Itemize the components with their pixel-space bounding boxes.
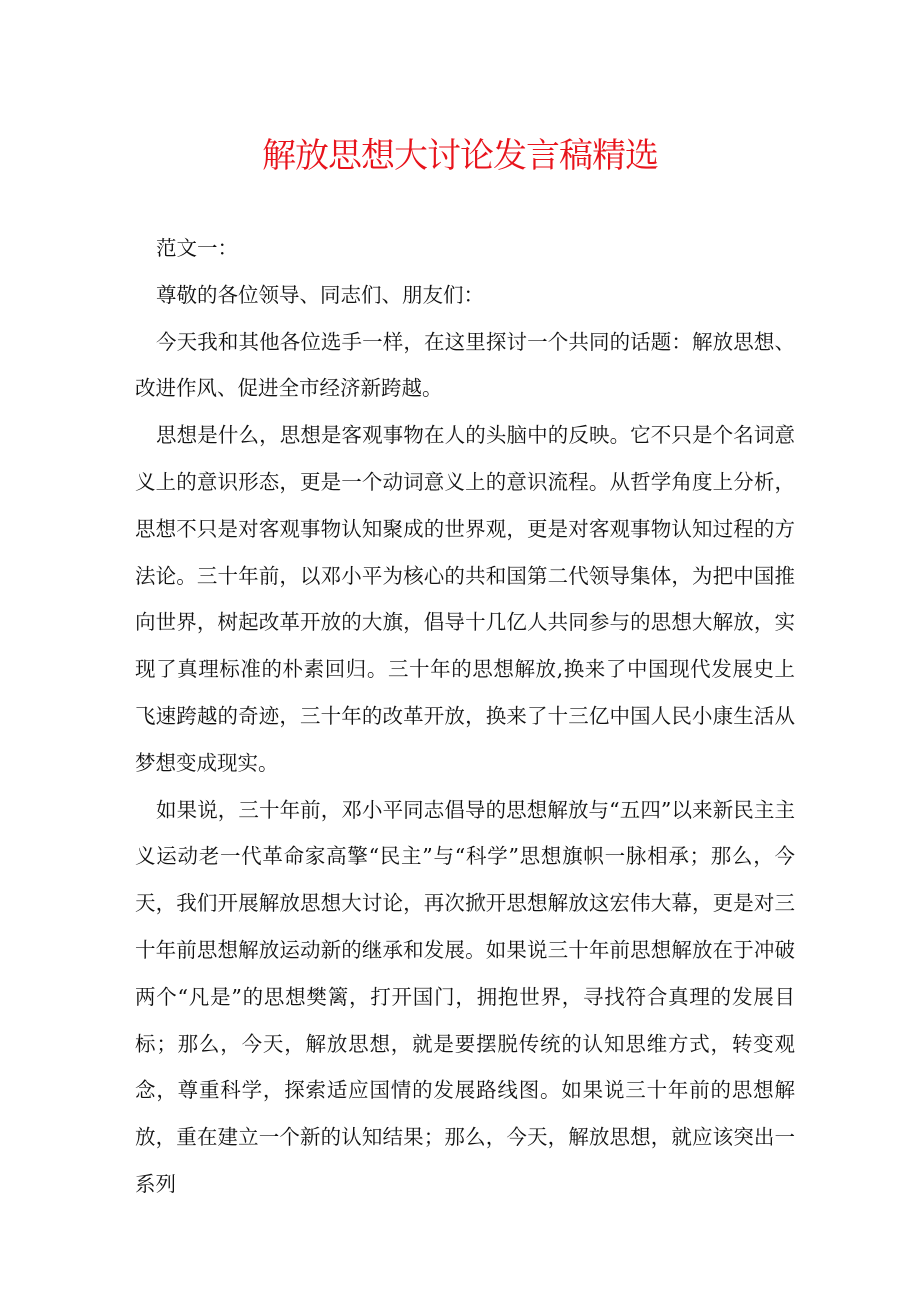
paragraph: 今天我和其他各位选手一样，在这里探讨一个共同的话题：解放思想、改进作风、促进全市经济新跨越。 <box>135 329 795 401</box>
paragraph-salutation: 尊敬的各位领导、同志们、朋友们： <box>156 282 484 307</box>
paragraph: 如果说，三十年前，邓小平同志倡导的思想解放与“五四”以来新民主主义运动老一代革命家高擎“民主”与“科学”思想旗帜一脉相承；那么，今天，我们开展解放思想大讨论，再次掀开思想解放这宏伟大幕，更是对三十年前思想解放运动新的继承和发展。如果说三十年前思想解放在于冲破两个“凡是”的思想樊篱，打开国门，拥抱世界，寻找符合真理的发展目标；那么，今天，解放思想，就是要摆脱传统的认知思维方式，转变观念，尊重科学，探索适应国情的发展路线图。如果说三十年前的思想解放，重在建立一个新的认知结果；那么，今天，解放思想，就应该突出一系列 <box>135 797 795 1196</box>
paragraph: 思想是什么，思想是客观事物在人的头脑中的反映。它不只是个名词意义上的意识形态，更是一个动词意义上的意识流程。从哲学角度上分析，思想不只是对客观事物认知聚成的世界观，更是对客观事物认知过程的方法论。三十年前，以邓小平为核心的共和国第二代领导集体，为把中国推向世界，树起改革开放的大旗，倡导十几亿人共同参与的思想大解放，实现了真理标准的朴素回归。三十年的思想解放,换来了中国现代发展史上飞速跨越的奇迹，三十年的改革开放，换来了十三亿中国人民小康生活从梦想变成现实。 <box>135 423 795 775</box>
document-body <box>135 225 795 1208</box>
document-title: 解放思想大讨论发言稿精选 <box>262 136 658 176</box>
paragraph-heading: 范文一： <box>156 236 238 260</box>
